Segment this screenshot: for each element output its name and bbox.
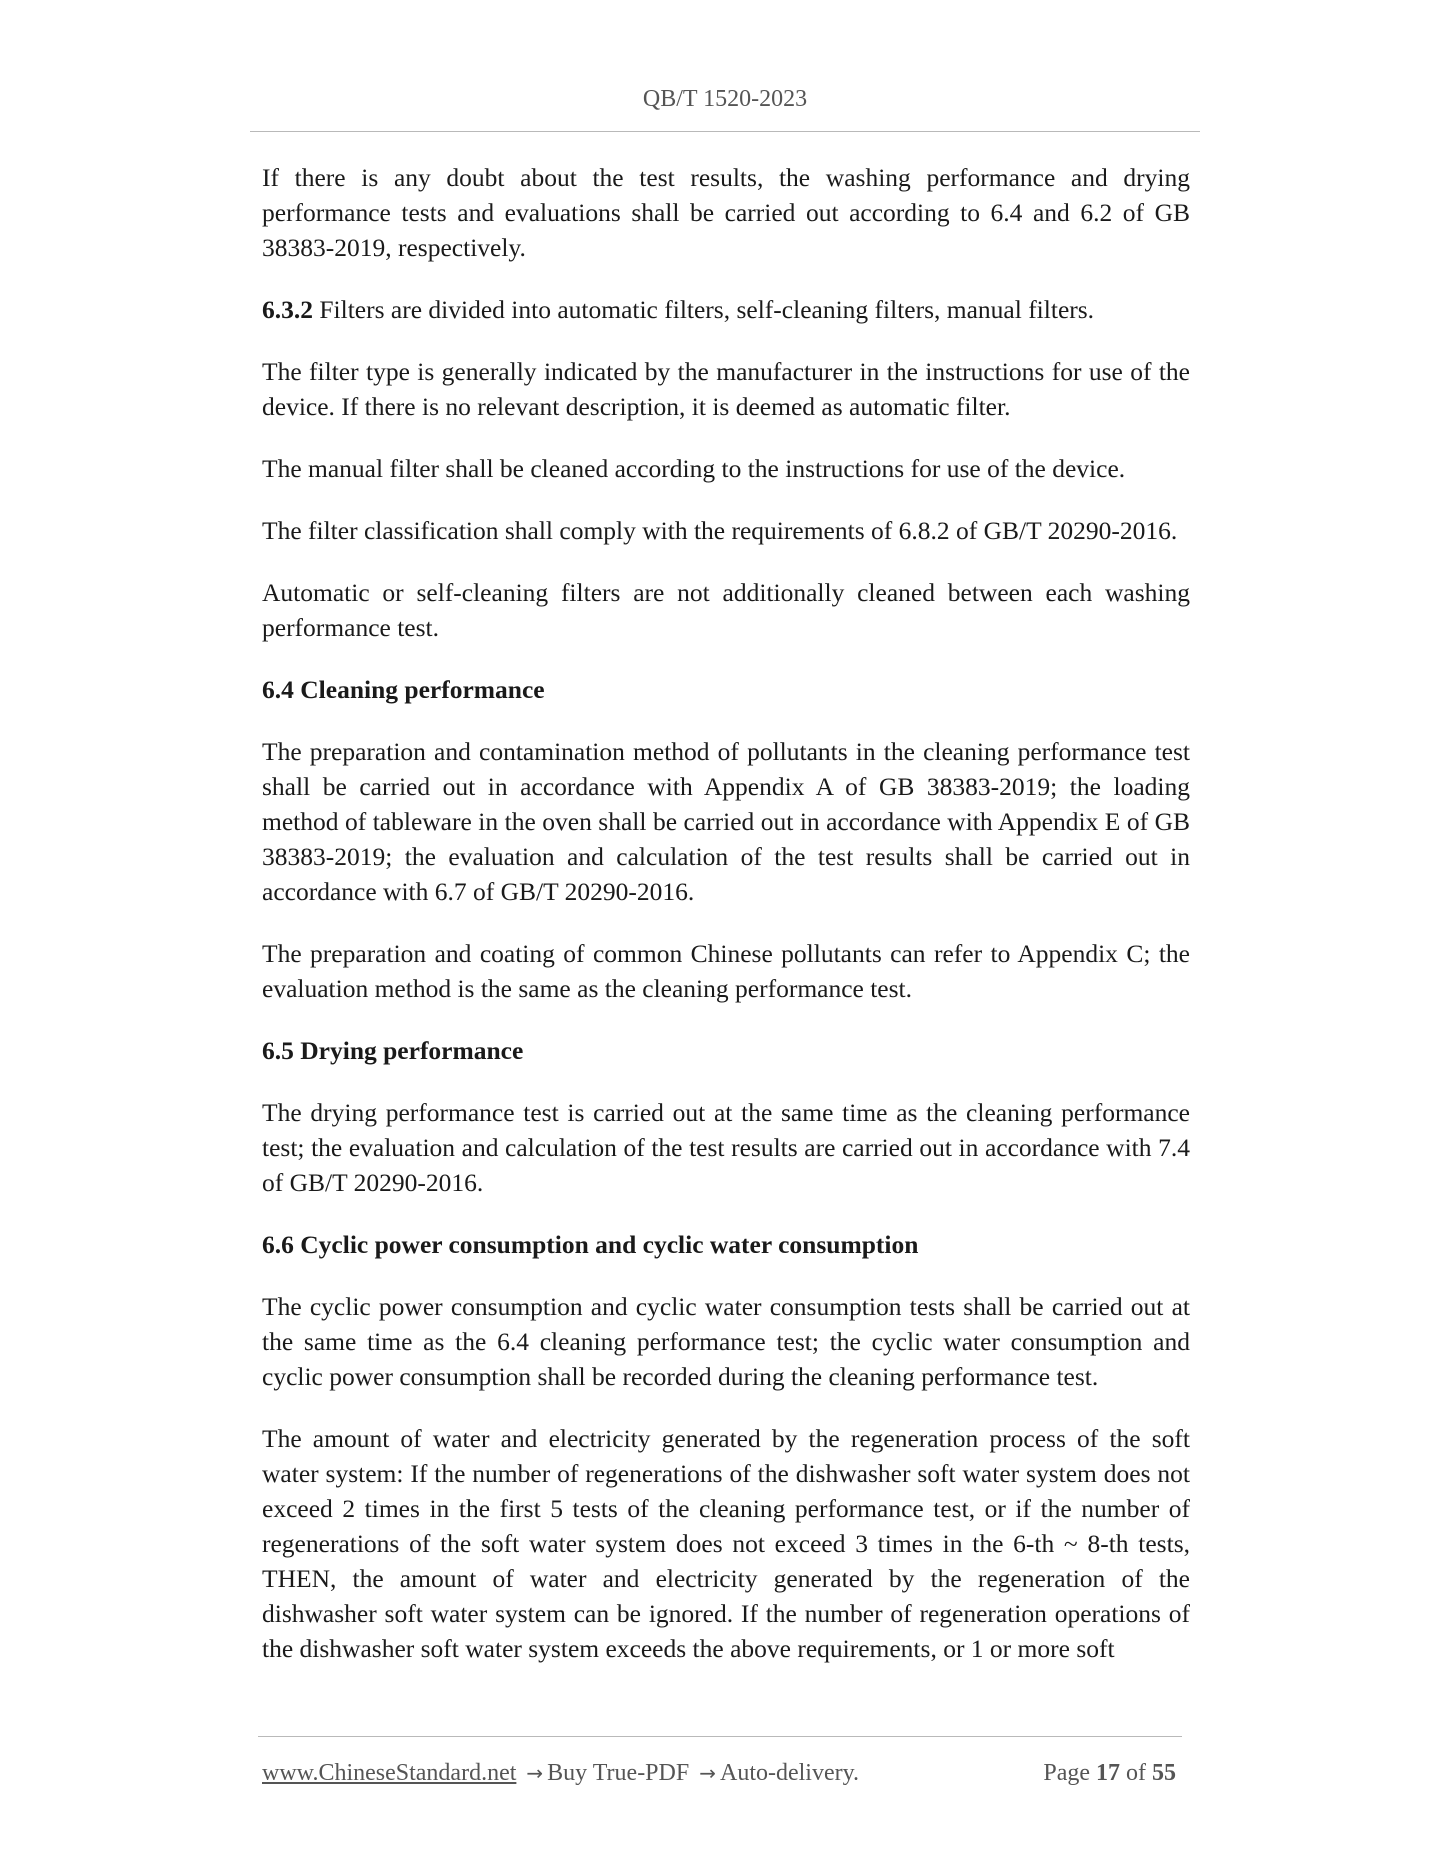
clause-text: Filters are divided into automatic filters, self-cleaning filters, manual filters.	[319, 295, 1095, 324]
website-link[interactable]: www.ChineseStandard.net	[262, 1760, 517, 1786]
of-label: of	[1126, 1760, 1146, 1786]
clause-6-3-2	[262, 292, 1190, 327]
paragraph-manual-filter: The manual filter shall be cleaned according to the instructions for use of the device.	[262, 454, 1126, 483]
right-arrow-icon: →	[526, 1761, 544, 1785]
paragraph-cleaning-method: The preparation and contamination method of pollutants in the cleaning performance test shall be carried out in accordance with Appendix A of GB 38383-2019; the loading method of tableware in the oven shall be carried out in accordance with Appendix E of GB 38383-2019; the evaluation and calculation of the test results shall be carried out in accordance with 6.7 of GB/T 20290-2016.	[262, 737, 1190, 906]
right-arrow-icon: →	[699, 1761, 716, 1785]
page-header	[250, 84, 1200, 114]
page-label: Page	[1043, 1760, 1090, 1786]
paragraph-test-doubt: If there is any doubt about the test results, the washing performance and drying performance tests and evaluations shall be carried out according to 6.4 and 6.2 of GB 38383-2019, respectively.	[262, 163, 1190, 262]
section-heading-6-6: 6.6 Cyclic power consumption and cyclic water consumption	[262, 1230, 919, 1259]
section-heading-6-5: 6.5 Drying performance	[262, 1036, 524, 1065]
paragraph-drying-test: The drying performance test is carried out at the same time as the cleaning performance test; the evaluation and calculation of the test results are carried out in accordance with 7.4 of GB/T 20290-2016.	[262, 1098, 1190, 1197]
paragraph-regeneration: The amount of water and electricity generated by the regeneration process of the soft water system: If the number of regenerations of the dishwasher soft water system does not exceed 2 times in the first 5 tests of the cleaning performance test, or if the number of regenerations of the soft water system does not exceed 3 times in the 6-th ~ 8-th tests, THEN, the amount of water and electricity generated by the regeneration of the dishwasher soft water system can be ignored. If the number of regeneration operations of the dishwasher soft water system exceeds the above requirements, or 1 or more soft	[262, 1424, 1190, 1663]
current-page-number: 17	[1096, 1760, 1120, 1786]
paragraph-automatic-filter: Automatic or self-cleaning filters are not additionally cleaned between each washing performance test.	[262, 578, 1190, 642]
section-heading-6-4: 6.4 Cleaning performance	[262, 675, 545, 704]
page-body	[262, 160, 1190, 1693]
paragraph-filter-type: The filter type is generally indicated by the manufacturer in the instructions for use of the device. If there is no relevant description, it is deemed as automatic filter.	[262, 357, 1190, 421]
delivery-text: Auto-delivery.	[719, 1760, 860, 1786]
paragraph-cyclic-consumption: The cyclic power consumption and cyclic water consumption tests shall be carried out at the same time as the 6.4 cleaning performance test; the cyclic water consumption and cyclic power consumption shall be recorded during the cleaning performance test.	[262, 1292, 1190, 1391]
footer-divider	[258, 1736, 1182, 1737]
footer-promo	[262, 1756, 859, 1790]
total-page-count: 55	[1152, 1760, 1176, 1786]
page-indicator	[1043, 1756, 1182, 1790]
paragraph-filter-classification: The filter classification shall comply with the requirements of 6.8.2 of GB/T 20290-2016.	[262, 516, 1178, 545]
document-code: QB/T 1520-2023	[642, 86, 808, 112]
buy-text: Buy True-PDF	[547, 1760, 690, 1786]
clause-number: 6.3.2	[262, 295, 313, 324]
page-footer	[262, 1756, 1182, 1790]
paragraph-chinese-pollutants: The preparation and coating of common Chinese pollutants can refer to Appendix C; the evaluation method is the same as the cleaning performance test.	[262, 939, 1190, 1003]
header-divider	[250, 131, 1200, 132]
